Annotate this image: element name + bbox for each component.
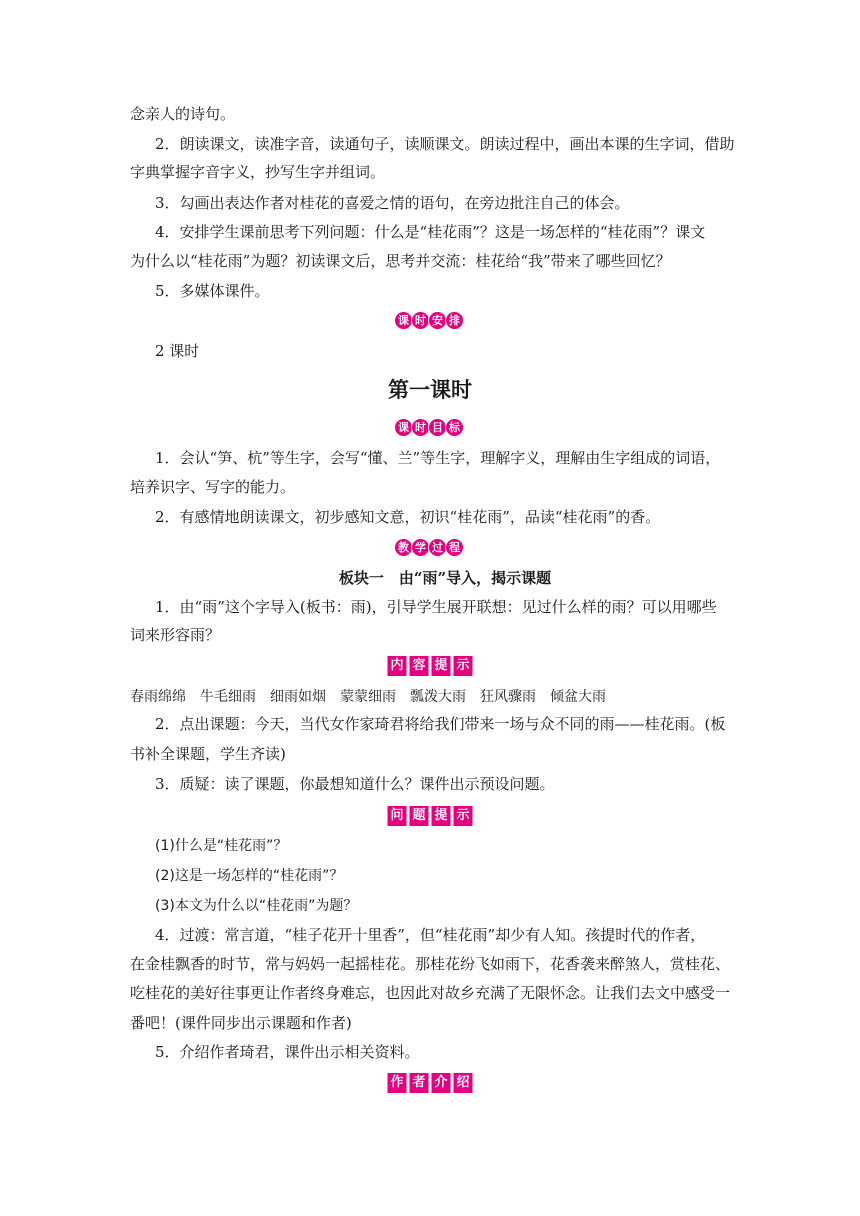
paragraph-line: 1．会认“笋、杭”等生字，会写“懂、兰”等生字，理解字义，理解由生字组成的词语， (155, 449, 721, 467)
paragraph-line: 2 课时 (155, 342, 200, 360)
badge-teaching-process (396, 538, 464, 557)
badge-char: 安 (428, 311, 447, 330)
badge-char: 学 (411, 538, 430, 557)
paragraph-line: 2．朗读课文，读准字音，读通句子，读顺课文。朗读过程中，画出本课的生字词，借助 (155, 135, 735, 153)
question-item: (3)本文为什么以“桂花雨”为题？ (155, 898, 358, 914)
badge-class-goals (396, 418, 464, 437)
badge-question-hint (388, 806, 473, 826)
paragraph-line: 4．安排学生课前思考下列问题：什么是“桂花雨”？这是一场怎样的“桂花雨”？课文 (155, 223, 706, 241)
badge-char: 程 (445, 538, 464, 557)
badge-content-hint (388, 656, 473, 676)
badge-char: 教 (394, 538, 413, 557)
paragraph-line: 培养识字、写字的能力。 (130, 478, 296, 496)
badge-char: 时 (411, 311, 430, 330)
badge-char: 介 (432, 1073, 451, 1093)
paragraph-line: 字典掌握字音字义，抄写生字并组词。 (130, 163, 386, 181)
paragraph-line: 2．有感情地朗读课文，初步感知文意，初识“桂花雨”，品读“桂花雨”的香。 (155, 508, 661, 526)
question-item: (1)什么是“桂花雨”？ (155, 838, 288, 854)
badge-char: 排 (445, 311, 464, 330)
paragraph-line: 词来形容雨？ (130, 626, 221, 644)
paragraph-line: 4．过渡：常言道，“桂子花开十里香”，但“桂花雨”却少有人知。孩提时代的作者， (155, 926, 706, 944)
paragraph-line: 在金桂飘香的时节，常与妈妈一起摇桂花。那桂花纷飞如雨下，花香袭来醉煞人，赏桂花、 (130, 955, 731, 973)
paragraph-line: 3．勾画出表达作者对桂花的喜爱之情的语句，在旁边批注自己的体会。 (155, 194, 630, 212)
paragraph-line: 3．质疑：读了课题，你最想知道什么？课件出示预设问题。 (155, 775, 555, 793)
paragraph-line: 吃桂花的美好往事更让作者终身难忘，也因此对故乡充满了无限怀念。让我们去文中感受一 (130, 984, 731, 1002)
badge-char: 时 (411, 418, 430, 437)
paragraph-line: 5．多媒体课件。 (155, 282, 270, 300)
paragraph-line: 为什么以“桂花雨”为题？初读课文后，思考并交流：桂花给“我”带来了哪些回忆？ (130, 252, 671, 270)
badge-char: 过 (428, 538, 447, 557)
paragraph-line: 5．介绍作者琦君，课件出示相关资料。 (155, 1043, 420, 1061)
badge-char: 作 (388, 1073, 407, 1093)
block-title: 板块一 由“雨”导入，揭示课题 (338, 569, 552, 587)
badge-class-schedule (396, 311, 464, 330)
paragraph-line: 2．点出课题：今天，当代女作家琦君将给我们带来一场与众不同的雨——桂花雨。(板 (155, 715, 726, 733)
section-heading: 第一课时 (388, 378, 472, 402)
badge-char: 容 (410, 656, 429, 676)
badge-char: 提 (432, 806, 451, 826)
paragraph-line: 番吧！(课件同步出示课题和作者) (130, 1014, 352, 1032)
badge-char: 课 (394, 418, 413, 437)
paragraph-line: 1．由“雨”这个字导入(板书：雨)，引导学生展开联想：见过什么样的雨？可以用哪些 (155, 598, 717, 616)
paragraph-line: 书补全课题，学生齐读) (130, 745, 286, 763)
badge-char: 课 (394, 311, 413, 330)
paragraph-line: 春雨绵绵 牛毛细雨 细雨如烟 蒙蒙细雨 瓢泼大雨 狂风骤雨 倾盆大雨 (130, 689, 606, 705)
badge-char: 者 (410, 1073, 429, 1093)
question-item: (2)这是一场怎样的“桂花雨”？ (155, 868, 344, 884)
paragraph-line: 念亲人的诗句。 (130, 105, 236, 123)
badge-char: 示 (454, 656, 473, 676)
badge-char: 提 (432, 656, 451, 676)
badge-char: 绍 (454, 1073, 473, 1093)
badge-char: 示 (454, 806, 473, 826)
badge-char: 问 (388, 806, 407, 826)
badge-char: 目 (428, 418, 447, 437)
badge-author-intro (388, 1073, 473, 1093)
badge-char: 内 (388, 656, 407, 676)
badge-char: 题 (410, 806, 429, 826)
badge-char: 标 (445, 418, 464, 437)
